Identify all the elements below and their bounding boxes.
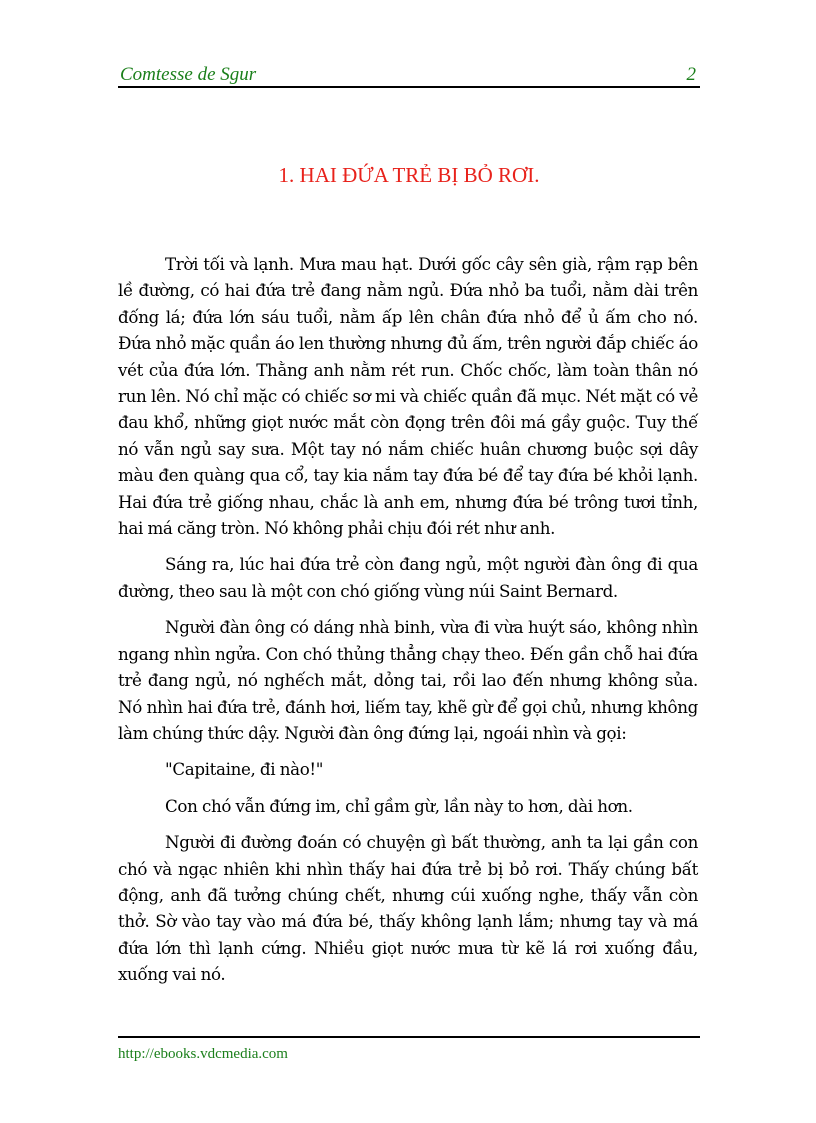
paragraph-1: Trời tối và lạnh. Mưa mau hạt. Dưới gốc cây sên già, rậm rạp bên lề đường, có hai đứa trẻ đang nằm ngủ. Đứa nhỏ ba tuổi, nằm dài trên đống lá; đứa lớn sáu tuổi, nằm ấp lên chân đứa nhỏ để ủ ấm cho nó. Đứa nhỏ mặc quần áo len thường nhưng đủ ấm, trên người đắp chiếc áo vét của đứa lớn. Thằng anh nằm rét run. Chốc chốc, làm toàn thân nó run lên. Nó chỉ mặc có chiếc sơ mi và chiếc quần đã mục. Nét mặt có vẻ đau khổ, những giọt nước mắt còn đọng trên đôi má gầy guộc. Tuy thế nó vẫn ngủ say sưa. Một tay nó nắm chiếc huân chương buộc sợi dây màu đen quàng qua cổ, tay kia nắm tay đứa bé để tay đứa bé khỏi lạnh. Hai đứa trẻ giống nhau, chắc là anh em, nhưng đứa bé trông tươi tỉnh, hai má căng tròn. Nó không phải chịu đói rét như anh. — [118, 254, 698, 539]
header-author: Comtesse de Sgur — [120, 64, 257, 85]
page-header — [118, 62, 700, 88]
header-page-number: 2 — [686, 64, 696, 85]
chapter-title: 1. HAI ĐỨA TRẺ BỊ BỎ RƠI. — [278, 163, 540, 187]
paragraph-6: Người đi đường đoán có chuyện gì bất thường, anh ta lại gần con chó và ngạc nhiên khi nhìn thấy hai đứa trẻ bị bỏ rơi. Thấy chúng bất động, anh đã tưởng chúng chết, nhưng cúi xuống nghe, thấy vẫn còn thở. Sờ vào tay vào má đứa bé, thấy không lạnh lắm; nhưng tay và má đứa lớn thì lạnh cứng. Nhiều giọt nước mưa từ kẽ lá rơi xuống đầu, xuống vai nó. — [118, 832, 698, 985]
footer-url-link[interactable]: http://ebooks.vdcmedia.com — [118, 1046, 288, 1062]
body-text — [118, 251, 698, 998]
paragraph-5: Con chó vẫn đứng im, chỉ gầm gừ, lần này to hơn, dài hơn. — [165, 795, 633, 816]
page-footer — [118, 1036, 700, 1063]
paragraph-3: Người đàn ông có dáng nhà binh, vừa đi vừa huýt sáo, không nhìn ngang nhìn ngửa. Con chó thủng thẳng chạy theo. Đến gần chỗ hai đứa trẻ đang ngủ, nó nghếch mắt, dỏng tai, rồi lao đến nhưng không sủa. Nó nhìn hai đứa trẻ, đánh hơi, liếm tay, khẽ gừ để gọi chủ, nhưng không làm chúng thức dậy. Người đàn ông đứng lại, ngoái nhìn và gọi: — [118, 617, 698, 743]
paragraph-4-quote: "Capitaine, đi nào!" — [165, 759, 324, 780]
paragraph-2: Sáng ra, lúc hai đứa trẻ còn đang ngủ, một người đàn ông đi qua đường, theo sau là một con chó giống vùng núi Saint Bernard. — [118, 554, 698, 601]
